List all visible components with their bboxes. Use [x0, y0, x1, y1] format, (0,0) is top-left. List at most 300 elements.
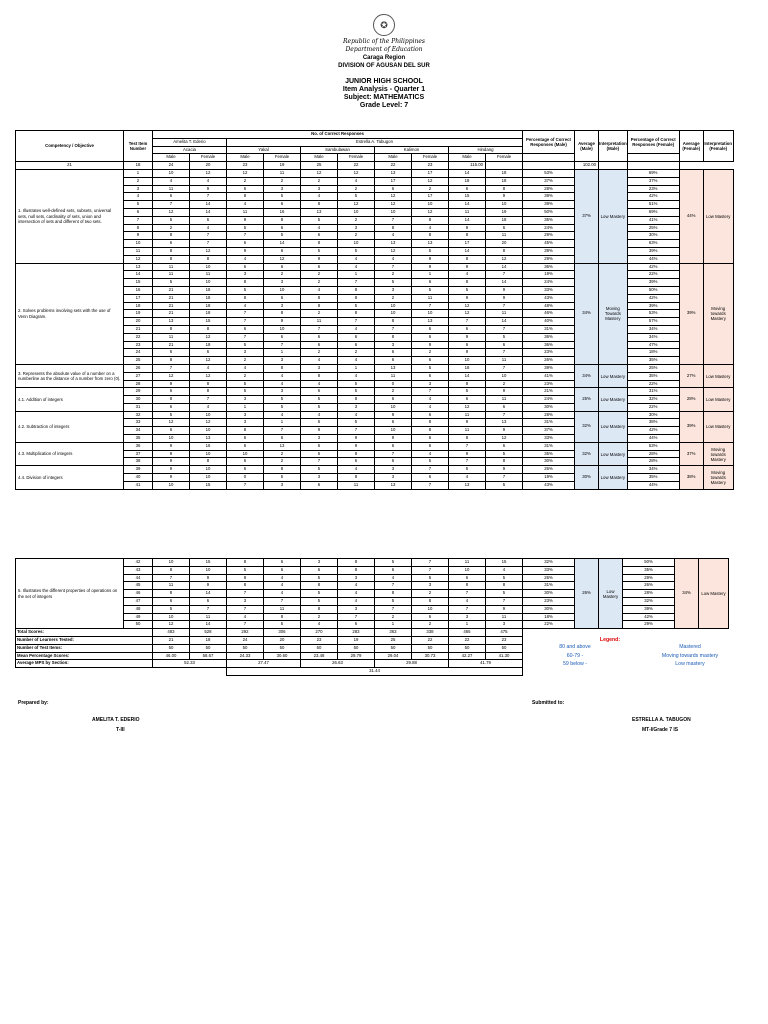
pct-female-cell: 42% — [627, 193, 679, 201]
response-count: 8 — [301, 582, 338, 590]
pct-female-cell: 41% — [627, 216, 679, 224]
response-count: 5 — [486, 590, 523, 598]
response-count: 4 — [227, 364, 264, 372]
response-count: 3 — [412, 380, 449, 388]
response-count: 13 — [412, 318, 449, 326]
response-count: 10 — [449, 357, 486, 365]
response-count: 12 — [190, 357, 227, 365]
response-count: 5 — [412, 247, 449, 255]
response-count: 4 — [338, 590, 375, 598]
item-number: 46 — [124, 590, 153, 598]
response-count: 8 — [338, 286, 375, 294]
response-count: 4 — [301, 380, 338, 388]
int-female-header: Interpretation (Female) — [703, 131, 733, 162]
response-count: 1 — [375, 621, 412, 629]
item-number: 21 — [124, 325, 153, 333]
competency-cell: 4.2. Subtraction of integers — [16, 411, 124, 442]
competency-cell: 4.4. Division of integers — [16, 466, 124, 489]
preparer-title: T-III — [116, 727, 125, 733]
response-count: 7 — [338, 427, 375, 435]
avg-female-cell: 38% — [679, 466, 703, 489]
competency-header: Competency / Objective — [16, 131, 124, 162]
pct-female-cell: 50% — [627, 286, 679, 294]
response-count: 13 — [375, 240, 412, 248]
department-line: Department of Education — [345, 46, 423, 53]
pct-female-cell: 63% — [627, 240, 679, 248]
response-count: 7 — [227, 318, 264, 326]
response-count: 10 — [338, 240, 375, 248]
pct-female-cell: 51% — [627, 201, 679, 209]
response-count: 2 — [227, 372, 264, 380]
response-count: 8 — [486, 458, 523, 466]
response-count: 9 — [153, 474, 190, 482]
response-count: 7 — [412, 481, 449, 489]
response-count: 2 — [412, 349, 449, 357]
legend-range: 59 below - — [563, 661, 587, 667]
response-count: 7 — [190, 193, 227, 201]
pct-male-cell: 29% — [523, 255, 575, 263]
response-count: 2 — [301, 613, 338, 621]
response-count: 3 — [338, 605, 375, 613]
item-number: 25 — [124, 357, 153, 365]
response-count: 6 — [412, 372, 449, 380]
response-count: 18 — [449, 364, 486, 372]
response-count: 5 — [449, 388, 486, 396]
response-count: 11 — [153, 271, 190, 279]
summary-label: Number of Learners Tested: — [16, 636, 153, 644]
response-count: 6 — [375, 185, 412, 193]
response-count: 3 — [227, 597, 264, 605]
summary-value: 50 — [412, 644, 449, 652]
response-count: 17 — [449, 240, 486, 248]
pct-female-cell: 18% — [627, 349, 679, 357]
response-count: 6 — [264, 566, 301, 574]
response-count: 12 — [190, 169, 227, 177]
response-count: 9 — [449, 294, 486, 302]
avg-mps-value: 27.47 — [227, 660, 301, 668]
response-count: 18 — [486, 169, 523, 177]
response-count: 7 — [412, 466, 449, 474]
response-count: 17 — [412, 193, 449, 201]
response-count: 5 — [264, 396, 301, 404]
item-number: 30 — [124, 396, 153, 404]
response-count: 9 — [486, 466, 523, 474]
pct-male-cell: 31% — [523, 442, 575, 450]
response-count: 10 — [264, 325, 301, 333]
learner-count: 21 — [16, 162, 124, 170]
response-count: 4 — [449, 474, 486, 482]
response-count: 15 — [190, 481, 227, 489]
response-count: 6 — [227, 466, 264, 474]
avg-male-cell: 32% — [575, 442, 599, 465]
response-count: 6 — [153, 193, 190, 201]
response-count: 10 — [190, 466, 227, 474]
pct-female-cell: 47% — [627, 341, 679, 349]
response-count: 7 — [227, 232, 264, 240]
pct-female-cell: 69% — [627, 169, 679, 177]
item-number: 32 — [124, 411, 153, 419]
response-count: 6 — [375, 442, 412, 450]
response-count: 14 — [449, 201, 486, 209]
response-count: 10 — [486, 201, 523, 209]
response-count: 4 — [449, 271, 486, 279]
response-count: 13 — [264, 442, 301, 450]
int-female-cell: Low Mastery — [703, 364, 733, 387]
response-count: 4 — [449, 597, 486, 605]
response-count: 2 — [301, 349, 338, 357]
response-count: 6 — [338, 458, 375, 466]
response-count: 11 — [153, 263, 190, 271]
response-count: 3 — [227, 349, 264, 357]
response-count: 5 — [264, 193, 301, 201]
response-count: 9 — [449, 450, 486, 458]
response-count: 13 — [375, 169, 412, 177]
response-count: 7 — [338, 613, 375, 621]
response-count: 4 — [338, 582, 375, 590]
item-number: 13 — [124, 263, 153, 271]
response-count: 18 — [190, 341, 227, 349]
response-count: 9 — [486, 286, 523, 294]
item-analysis-table — [15, 130, 734, 490]
response-count: 8 — [412, 597, 449, 605]
response-count: 3 — [375, 466, 412, 474]
response-count: 6 — [375, 396, 412, 404]
legend — [520, 637, 760, 669]
pct-female-cell: 25% — [627, 364, 679, 372]
response-count: 6 — [375, 458, 412, 466]
response-count: 5 — [227, 380, 264, 388]
pct-male-cell: 41% — [523, 372, 575, 380]
response-count: 6 — [412, 325, 449, 333]
response-count: 2 — [375, 294, 412, 302]
response-count: 18 — [486, 177, 523, 185]
summary-value: 22 — [412, 636, 449, 644]
response-count: 2 — [264, 271, 301, 279]
response-count: 3 — [338, 403, 375, 411]
response-count: 6 — [227, 458, 264, 466]
response-count: 9 — [449, 349, 486, 357]
item-number: 36 — [124, 442, 153, 450]
pct-female-header: Percentage of Correct Responses (Female) — [627, 131, 679, 154]
response-count: 18 — [190, 302, 227, 310]
avg-female-header: Average (Female) — [679, 131, 703, 162]
male-col-header: Male — [449, 154, 486, 162]
response-count: 4 — [264, 380, 301, 388]
competency-cell: 4.1. Addition of integers — [16, 388, 124, 411]
pct-female-cell: 42% — [623, 613, 675, 621]
response-count: 5 — [486, 574, 523, 582]
response-count: 8 — [412, 427, 449, 435]
response-count: 3 — [301, 364, 338, 372]
response-count: 8 — [375, 333, 412, 341]
item-number: 24 — [124, 349, 153, 357]
response-count: 7 — [227, 621, 264, 629]
response-count: 9 — [412, 341, 449, 349]
response-count: 14 — [449, 247, 486, 255]
response-count: 3 — [227, 396, 264, 404]
table-row — [16, 388, 734, 396]
response-count: 8 — [301, 294, 338, 302]
summary-blank — [523, 668, 729, 676]
response-count: 6 — [301, 442, 338, 450]
response-count: 9 — [153, 458, 190, 466]
response-count: 12 — [190, 419, 227, 427]
pct-male-cell: 33% — [523, 435, 575, 443]
summary-label: Number of Test Items: — [16, 644, 153, 652]
pct-male-cell: 26% — [523, 466, 575, 474]
response-count: 9 — [153, 450, 190, 458]
response-count: 11 — [375, 372, 412, 380]
response-count: 8 — [227, 294, 264, 302]
item-number: 50 — [124, 621, 153, 629]
item-number: 39 — [124, 466, 153, 474]
response-count: 3 — [264, 357, 301, 365]
region-line: Caraga Region — [362, 55, 406, 61]
response-count: 11 — [449, 208, 486, 216]
response-count: 5 — [301, 597, 338, 605]
pct-male-cell: 24% — [523, 396, 575, 404]
item-number: 43 — [124, 566, 153, 574]
response-count: 7 — [486, 597, 523, 605]
response-count: 5 — [449, 466, 486, 474]
summary-value: 50 — [227, 644, 264, 652]
response-count: 3 — [449, 613, 486, 621]
response-count: 4 — [412, 403, 449, 411]
response-count: 9 — [449, 333, 486, 341]
pct-male-cell: 28% — [523, 411, 575, 419]
legend-meaning: Mastered — [679, 644, 701, 650]
pct-female-sub — [523, 154, 575, 162]
item-number: 6 — [124, 208, 153, 216]
response-count: 5 — [227, 566, 264, 574]
pct-female-cell: 25% — [627, 224, 679, 232]
response-count: 7 — [486, 271, 523, 279]
avg-mps-value: 29.88 — [375, 660, 449, 668]
response-count: 8 — [412, 216, 449, 224]
response-count: 0 — [375, 380, 412, 388]
response-count: 4 — [338, 597, 375, 605]
response-count: 9 — [153, 442, 190, 450]
response-count: 0 — [227, 474, 264, 482]
response-count: 2 — [227, 357, 264, 365]
response-count: 8 — [190, 388, 227, 396]
response-count: 7 — [227, 605, 264, 613]
response-count: 13 — [375, 481, 412, 489]
response-count: 10 — [412, 605, 449, 613]
summary-value: 50 — [449, 644, 486, 652]
response-count: 7 — [301, 325, 338, 333]
response-count: 8 — [301, 302, 338, 310]
response-count: 15 — [449, 193, 486, 201]
summary-value: 24.33 — [227, 652, 264, 660]
summary-value: 30.60 — [264, 652, 301, 660]
response-count: 5 — [301, 396, 338, 404]
summary-value: 528 — [190, 629, 227, 637]
response-count: 11 — [301, 318, 338, 326]
response-count: 10 — [375, 208, 412, 216]
male-col-header: Male — [153, 154, 190, 162]
response-count: 5 — [338, 302, 375, 310]
response-count: 5 — [301, 247, 338, 255]
male-col-header: Male — [227, 154, 264, 162]
summary-value: 30.73 — [412, 652, 449, 660]
response-count: 6 — [190, 216, 227, 224]
item-number: 44 — [124, 574, 153, 582]
response-count: 5 — [412, 286, 449, 294]
pct-male-cell: 36% — [523, 263, 575, 271]
response-count: 8 — [486, 247, 523, 255]
response-count: 9 — [338, 442, 375, 450]
response-count: 5 — [412, 574, 449, 582]
response-count: 12 — [227, 169, 264, 177]
pct-female-cell: 35% — [627, 357, 679, 365]
pct-male-header: Percentage of Correct Responses (Male) — [523, 131, 575, 154]
response-count: 8 — [190, 255, 227, 263]
summary-value: 50 — [190, 644, 227, 652]
item-number: 34 — [124, 427, 153, 435]
response-count: 6 — [338, 333, 375, 341]
response-count: 8 — [301, 240, 338, 248]
response-count: 9 — [486, 605, 523, 613]
response-count: 9 — [153, 466, 190, 474]
response-count: 8 — [375, 590, 412, 598]
pct-male-cell: 30% — [523, 403, 575, 411]
male-col-header: Male — [375, 154, 412, 162]
response-count: 4 — [338, 466, 375, 474]
response-count: 8 — [449, 232, 486, 240]
response-count: 10 — [375, 310, 412, 318]
avg-mps-value: 41.79 — [449, 660, 523, 668]
response-count: 7 — [153, 364, 190, 372]
response-count: 8 — [338, 396, 375, 404]
response-count: 1 — [449, 621, 486, 629]
response-count: 10 — [338, 208, 375, 216]
response-count: 10 — [375, 403, 412, 411]
response-count: 10 — [486, 372, 523, 380]
response-count: 3 — [227, 419, 264, 427]
response-count: 9 — [449, 419, 486, 427]
avg-male-cell: 34% — [575, 263, 599, 364]
response-count: 10 — [190, 450, 227, 458]
response-count: 3 — [264, 185, 301, 193]
int-male-cell: Moving Towards Mastery — [599, 263, 628, 364]
pct-male-cell: 43% — [523, 481, 575, 489]
learner-count: 22 — [338, 162, 375, 170]
response-count: 9 — [412, 263, 449, 271]
response-count: 3 — [412, 582, 449, 590]
response-count: 2 — [338, 349, 375, 357]
response-count: 13 — [449, 481, 486, 489]
response-count: 20 — [486, 240, 523, 248]
response-count: 8 — [227, 427, 264, 435]
response-count: 7 — [486, 411, 523, 419]
response-count: 6 — [375, 419, 412, 427]
response-count: 3 — [301, 435, 338, 443]
response-count: 10 — [153, 169, 190, 177]
response-count: 8 — [412, 232, 449, 240]
response-count: 4 — [412, 224, 449, 232]
int-female-cell: Low Mastery — [703, 411, 733, 442]
pct-female-cell: 39% — [627, 247, 679, 255]
avg-female-cell: 28% — [679, 388, 703, 411]
division-line: DIVISION OF AGUSAN DEL SUR — [338, 63, 430, 69]
pct-female-cell: 30% — [627, 232, 679, 240]
response-count: 10 — [190, 279, 227, 287]
item-number: 26 — [124, 364, 153, 372]
legend-range: 60-79 - — [566, 652, 584, 659]
response-count: 4 — [338, 177, 375, 185]
response-count: 5 — [264, 232, 301, 240]
pct-male-cell: 26% — [523, 357, 575, 365]
summary-value: 18 — [190, 636, 227, 644]
response-count: 12 — [449, 403, 486, 411]
response-count: 4 — [227, 613, 264, 621]
int-female-blank — [627, 162, 679, 170]
response-count: 5 — [449, 286, 486, 294]
item-number: 18 — [124, 302, 153, 310]
pct-female-cell: 34% — [627, 333, 679, 341]
pct-male-cell: 19% — [523, 271, 575, 279]
section-header: Sambulawan — [301, 146, 375, 154]
response-count: 1 — [264, 349, 301, 357]
pct-female-cell: 50% — [623, 559, 675, 567]
response-count: 6 — [301, 263, 338, 271]
response-count: 6 — [264, 294, 301, 302]
table-row — [16, 442, 734, 450]
response-count: 4 — [227, 255, 264, 263]
summary-value: 21 — [153, 636, 190, 644]
response-count: 10 — [412, 310, 449, 318]
response-count: 9 — [301, 255, 338, 263]
response-count: 4 — [264, 574, 301, 582]
response-count: 18 — [190, 310, 227, 318]
response-count: 12 — [338, 169, 375, 177]
response-count: 12 — [375, 201, 412, 209]
item-number: 19 — [124, 310, 153, 318]
response-count: 8 — [264, 364, 301, 372]
overall-mps-value: 31.44 — [227, 668, 523, 676]
correct-responses-header: No. of Correct Responses — [153, 131, 523, 139]
response-count: 10 — [153, 435, 190, 443]
pct-female-cell: 35% — [627, 474, 679, 482]
summary-value: 50 — [301, 644, 338, 652]
item-number: 5 — [124, 201, 153, 209]
response-count: 13 — [153, 318, 190, 326]
response-count: 5 — [264, 403, 301, 411]
response-count: 4 — [227, 201, 264, 209]
response-count: 2 — [264, 450, 301, 458]
pct-female-cell: 23% — [627, 185, 679, 193]
response-count: 4 — [375, 574, 412, 582]
pct-female-cell: 42% — [627, 294, 679, 302]
response-count: 4 — [338, 372, 375, 380]
pct-male-cell: 43% — [523, 294, 575, 302]
pct-female-cell: 34% — [627, 466, 679, 474]
pct-male-cell: 22% — [523, 621, 575, 629]
response-count: 5 — [375, 279, 412, 287]
competency-cell: 4.3. Multiplication of integers — [16, 442, 124, 465]
response-count: 11 — [449, 559, 486, 567]
response-count: 8 — [190, 380, 227, 388]
summary-value: 283 — [338, 629, 375, 637]
response-count: 3 — [301, 185, 338, 193]
response-count: 2 — [486, 380, 523, 388]
response-count: 21 — [153, 294, 190, 302]
female-col-header: Female — [264, 154, 301, 162]
pct-male-cell: 26% — [523, 574, 575, 582]
response-count: 8 — [153, 325, 190, 333]
response-count: 9 — [486, 427, 523, 435]
